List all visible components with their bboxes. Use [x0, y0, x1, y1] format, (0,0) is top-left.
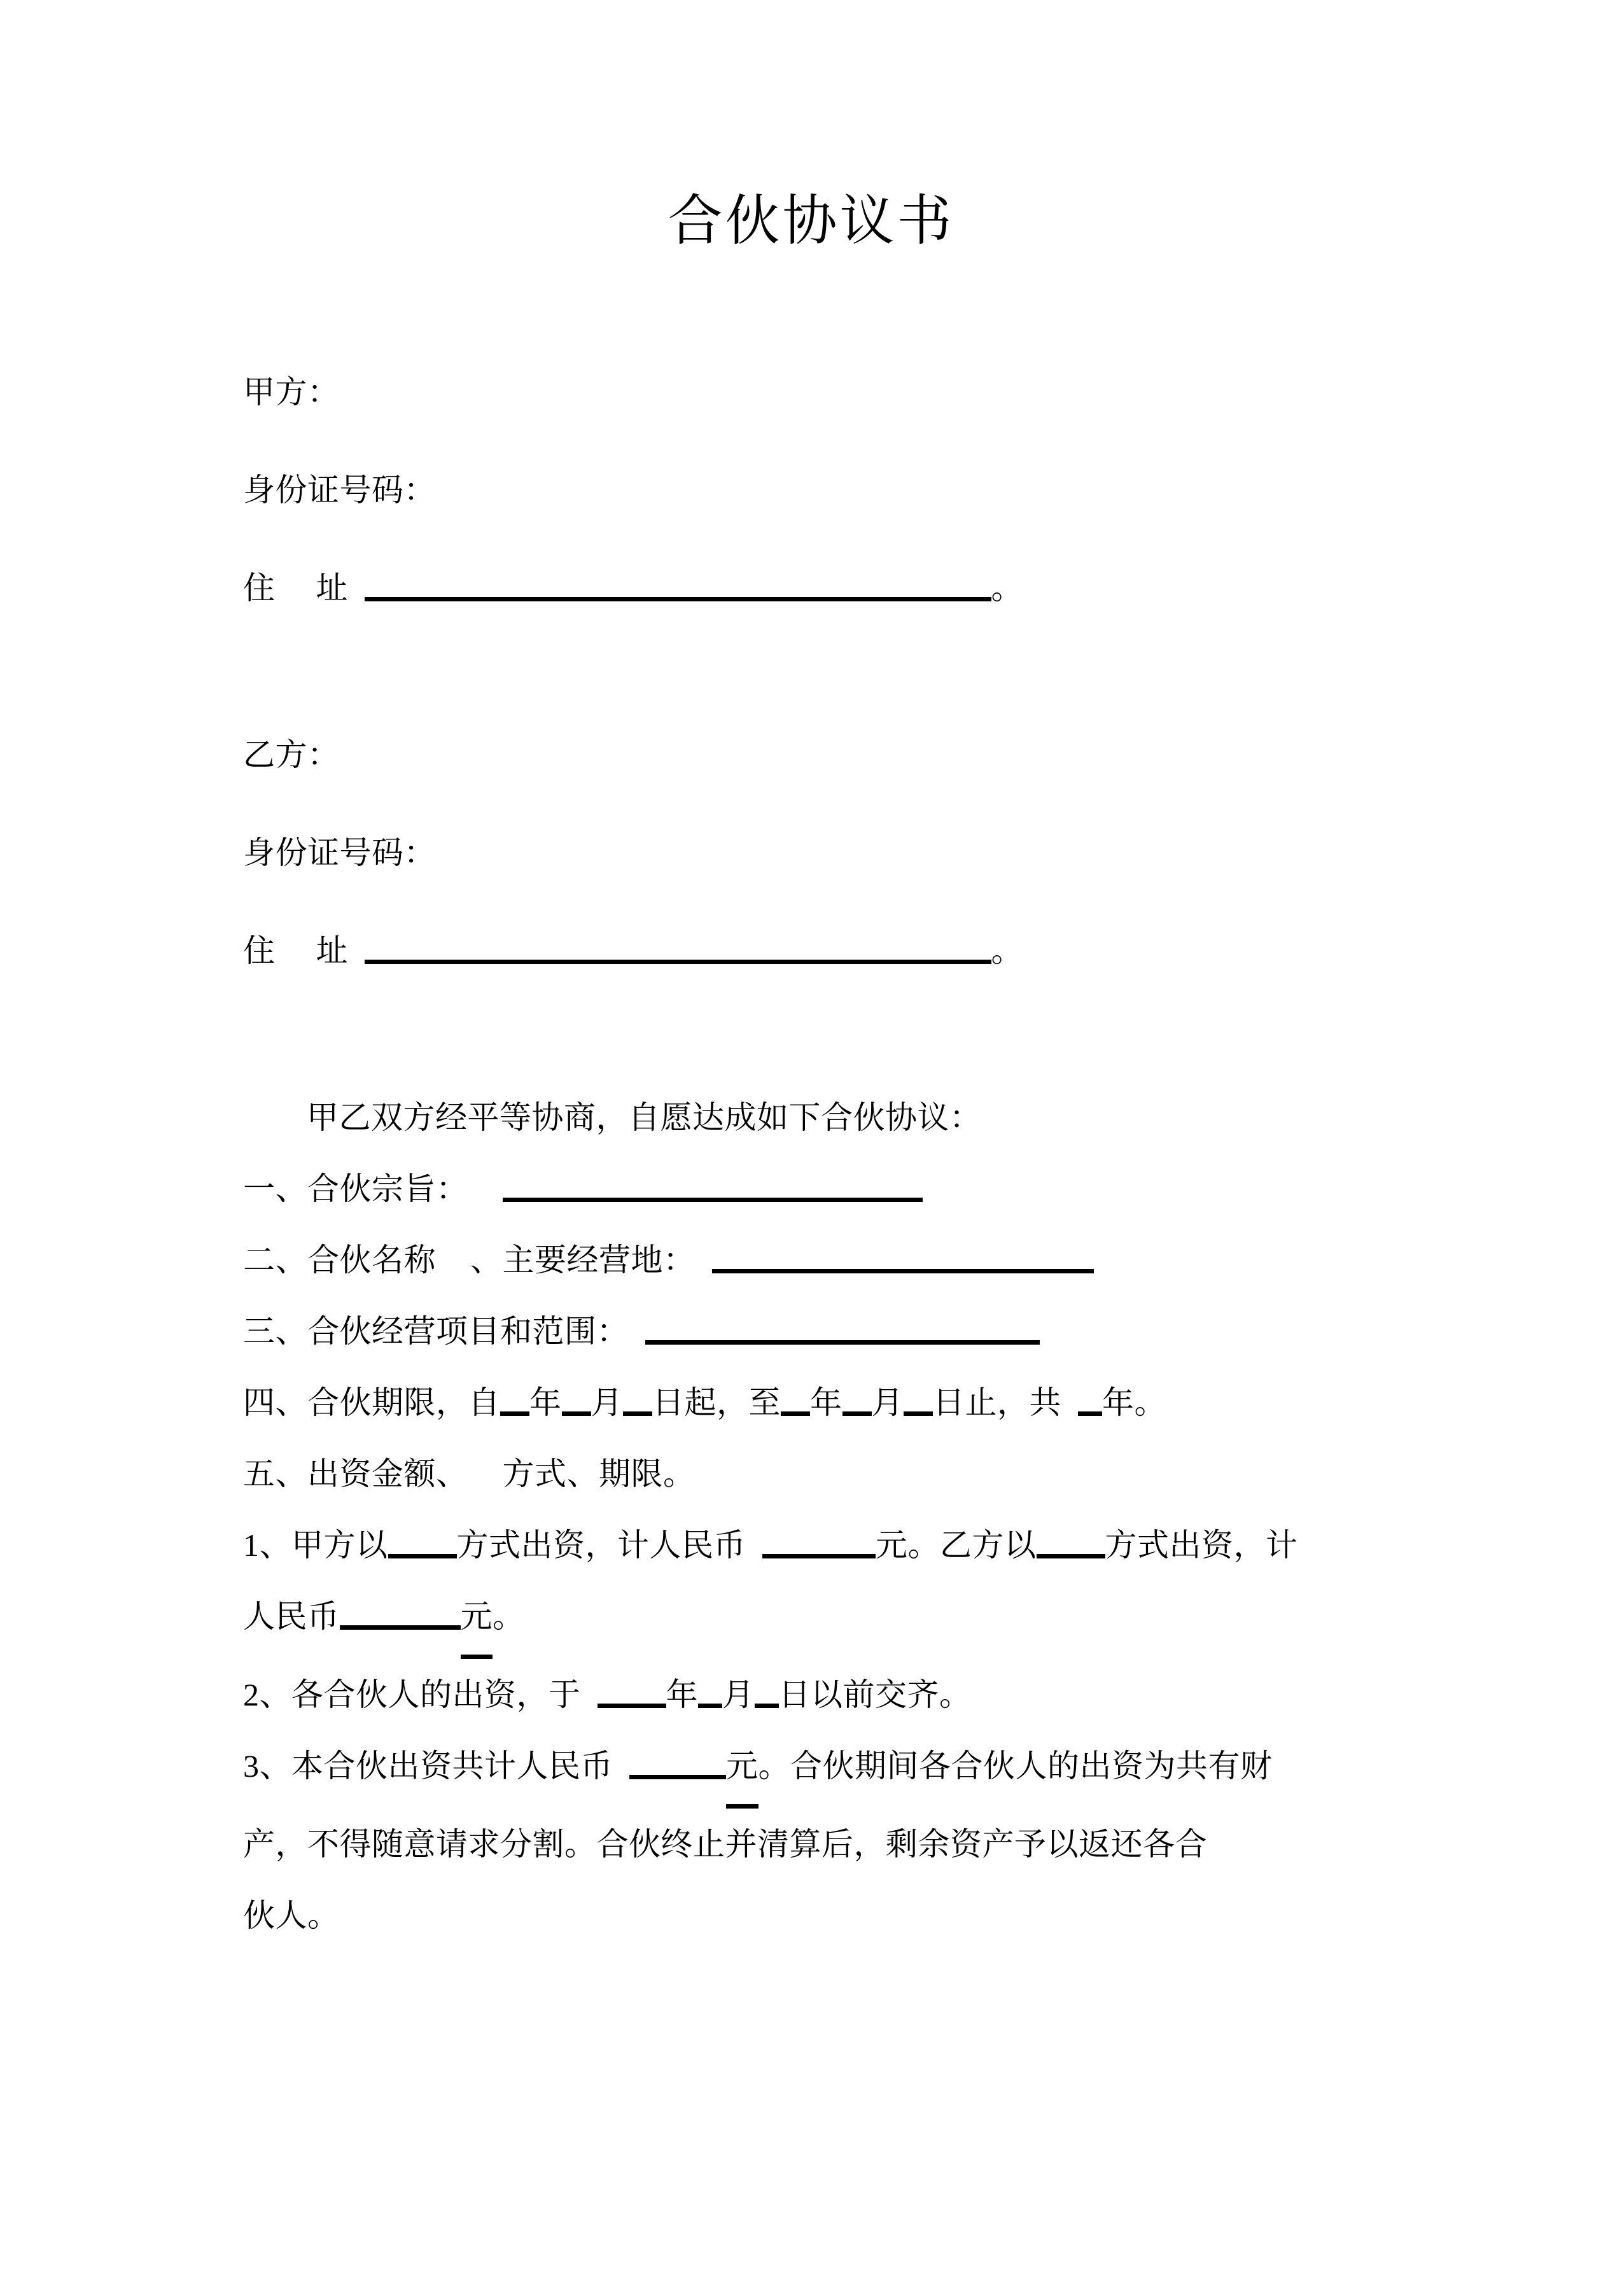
subclause-two-month-field[interactable]: [698, 1679, 722, 1708]
clause-four-year2-unit: 年: [810, 1385, 842, 1420]
subclause-three-line-3: [243, 1880, 1382, 1951]
preamble-line: [243, 1082, 1382, 1153]
clause-one-field[interactable]: [503, 1173, 923, 1202]
subclause-one-seg3: 元。乙方以: [876, 1527, 1037, 1563]
party-b-name-label: 乙方：: [243, 737, 340, 773]
clause-four-day1-field[interactable]: [623, 1387, 652, 1416]
spacer: [243, 526, 1382, 552]
clause-five-label: 五、出资金额、: [243, 1456, 468, 1492]
subclause-two-seg4: 日以前交齐。: [778, 1677, 972, 1712]
party-a-id-line: [243, 454, 1382, 526]
preamble-text: 甲乙双方经平等协商，自愿达成如下合伙协议：: [307, 1100, 982, 1135]
clause-four-year1-field[interactable]: [500, 1387, 529, 1416]
subclause-three-total-amount-field[interactable]: [629, 1751, 726, 1779]
party-a-address-field[interactable]: [365, 573, 991, 601]
party-a-address-label: 住 址: [243, 570, 365, 606]
subclause-two-month-unit: 月: [722, 1677, 755, 1712]
spacer: [243, 428, 1382, 454]
subclause-one-line2-unit: 元: [461, 1581, 493, 1659]
party-b-id-line: [243, 817, 1382, 888]
clause-two-label-cont: 、主要经营地：: [470, 1242, 696, 1278]
party-a-id-label: 身份证号码：: [243, 472, 436, 508]
spacer: [243, 986, 1382, 1082]
page-title: 合伙协议书: [668, 190, 954, 251]
subclause-one-line2-prefix: 人民币: [243, 1599, 340, 1634]
clause-four-day2-field[interactable]: [904, 1387, 933, 1416]
subclause-one-party-b-amount-field[interactable]: [340, 1601, 461, 1630]
subclause-two-seg1: 2、各合伙人的出资，于: [243, 1677, 581, 1712]
spacer: [243, 624, 1382, 719]
clause-three-label: 三、合伙经营项目和范围：: [243, 1313, 629, 1349]
subclause-three-unit: 元: [726, 1730, 759, 1809]
subclause-one-line-2: [243, 1581, 1382, 1659]
clause-three-line: [243, 1296, 1382, 1367]
party-a-address-period: 。: [991, 570, 1023, 606]
clause-four-day2-unit: 日止，共: [933, 1385, 1061, 1420]
subclause-two-year-field[interactable]: [598, 1679, 666, 1708]
clause-one-label: 一、合伙宗旨：: [243, 1171, 468, 1207]
party-b-address-line: [243, 915, 1382, 986]
clause-two-field[interactable]: [712, 1245, 1094, 1273]
subclause-one-party-a-amount-field[interactable]: [762, 1530, 876, 1558]
clause-four-month2-field[interactable]: [842, 1387, 872, 1416]
subclause-three-seg1: 3、本合伙出资共计人民币: [243, 1748, 613, 1784]
subclause-two-line: [243, 1659, 1382, 1730]
clause-four-year1-unit: 年: [529, 1385, 562, 1420]
party-a-name-label: 甲方：: [243, 374, 340, 410]
clause-four-line: [243, 1367, 1382, 1438]
subclause-one-party-b-method-field[interactable]: [1037, 1530, 1105, 1558]
clause-five-line: [243, 1438, 1382, 1509]
subclause-two-year-unit: 年: [666, 1677, 698, 1712]
spacer: [243, 790, 1382, 817]
clause-two-label: 二、合伙名称: [243, 1242, 436, 1278]
clause-four-prefix: 四、合伙期限，自: [243, 1385, 500, 1420]
subclause-three-line3: 伙人。: [243, 1898, 340, 1933]
subclause-three-line-2: [243, 1809, 1382, 1880]
party-b-name-line: [243, 719, 1382, 790]
clause-three-field[interactable]: [645, 1316, 1040, 1345]
subclause-one-line2-period: 。: [493, 1599, 525, 1634]
party-b-address-period: 。: [991, 933, 1023, 969]
clause-five-label-cont: 方式、期限。: [502, 1456, 696, 1492]
spacer: [243, 888, 1382, 915]
clause-four-total-years-unit: 年。: [1102, 1385, 1166, 1420]
party-b-id-label: 身份证号码：: [243, 835, 436, 871]
document-body: [243, 356, 1382, 1951]
clause-four-month1-unit: 月: [591, 1385, 623, 1420]
subclause-one-seg2: 方式出资，计人民币: [456, 1527, 746, 1563]
subclause-three-line2: 产，不得随意请求分割。合伙终止并清算后，剩余资产予以返还各合: [243, 1826, 1207, 1862]
clause-four-month2-unit: 月: [871, 1385, 904, 1420]
clause-two-line: [243, 1224, 1382, 1296]
clause-four-month1-field[interactable]: [562, 1387, 591, 1416]
party-b-address-field[interactable]: [365, 935, 991, 964]
subclause-three-seg2: 。合伙期间各合伙人的出资为共有财: [758, 1748, 1273, 1784]
subclause-two-day-field[interactable]: [755, 1679, 779, 1708]
party-a-name-line: [243, 356, 1382, 428]
subclause-one-party-a-method-field[interactable]: [388, 1530, 457, 1558]
clause-four-year2-field[interactable]: [781, 1387, 810, 1416]
subclause-one-seg1: 1、甲方以: [243, 1527, 388, 1563]
party-b-address-label: 住 址: [243, 933, 365, 969]
clause-one-line: [243, 1153, 1382, 1224]
party-a-address-line: [243, 552, 1382, 624]
clause-four-day1-unit: 日起，至: [652, 1385, 781, 1420]
subclause-one-seg4: 方式出资，计: [1105, 1527, 1298, 1563]
subclause-one-line-1: [243, 1509, 1382, 1581]
clause-four-total-years-field[interactable]: [1078, 1387, 1102, 1416]
subclause-three-line-1: [243, 1730, 1382, 1809]
